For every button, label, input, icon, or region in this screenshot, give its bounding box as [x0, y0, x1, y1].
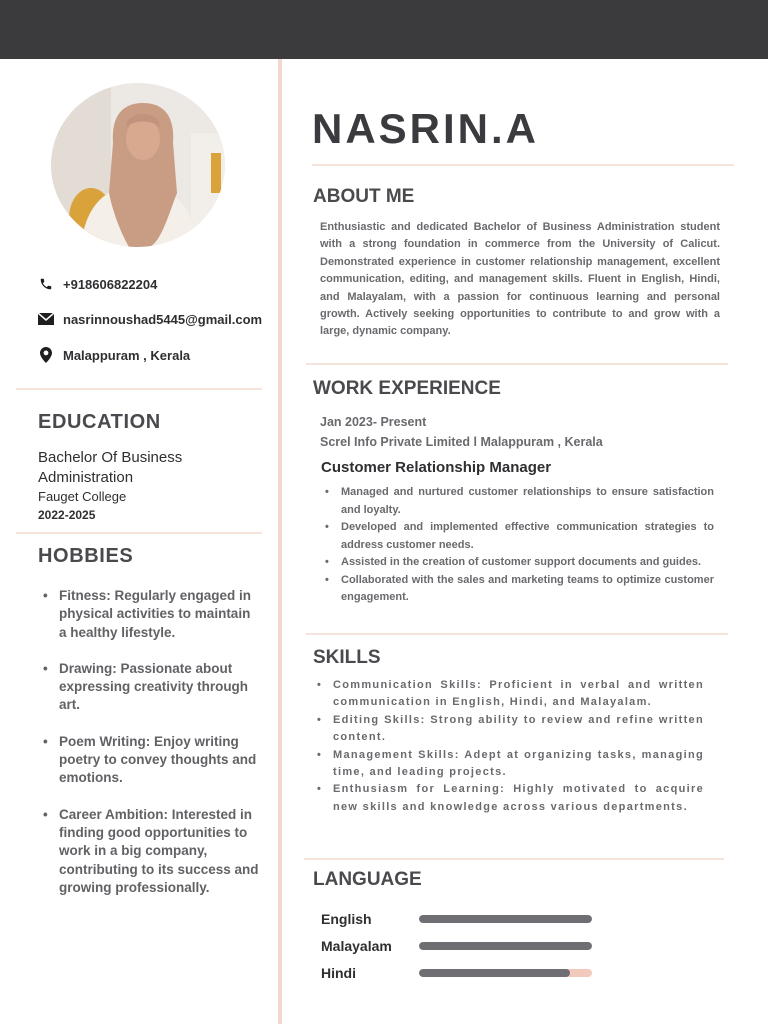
hobbies-heading: HOBBIES: [38, 545, 134, 567]
candidate-name: NASRIN.A: [312, 105, 540, 152]
divider: [304, 858, 724, 860]
language-name: Hindi: [321, 965, 356, 981]
education-heading: EDUCATION: [38, 411, 161, 433]
job-bullet: • Developed and implemented effective communication strategies to address customer needs.: [322, 519, 714, 554]
contact-phone: [38, 276, 157, 292]
hobby-item: • Fitness: Regularly engaged in physical activities to maintain a healthy lifestyle.: [38, 587, 260, 642]
education-college: Fauget College: [38, 489, 127, 504]
hobbies-list: [38, 587, 260, 915]
education-degree: Bachelor Of Business Administration: [38, 449, 183, 486]
job-bullet: • Assisted in the creation of customer support documents and guides.: [322, 554, 714, 572]
work-heading: WORK EXPERIENCE: [313, 378, 501, 399]
skills-list: [314, 677, 704, 816]
language-level-fill: [419, 942, 592, 950]
skill-item: • Editing Skills: Strong ability to review and refine written content.: [314, 712, 704, 747]
job-responsibilities: [322, 484, 714, 607]
language-level-bar: [419, 915, 592, 923]
language-level-bar: [419, 969, 592, 977]
language-level-bar: [419, 942, 592, 950]
skill-item: • Enthusiasm for Learning: Highly motivated to acquire new skills and knowledge across various departments.: [314, 781, 704, 816]
language-level-fill: [419, 915, 592, 923]
column-separator: [278, 59, 282, 1024]
divider: [306, 363, 728, 365]
language-row: [321, 911, 592, 927]
skill-item: • Communication Skills: Proficient in verbal and written communication in English, Hindi, and Malayalam.: [314, 677, 704, 712]
divider: [306, 633, 728, 635]
job-bullet: • Managed and nurtured customer relationships to ensure satisfaction and loyalty.: [322, 484, 714, 519]
about-heading: ABOUT ME: [313, 186, 415, 207]
job-company: Screl Info Private Limited l Malappuram , Kerala: [320, 435, 603, 449]
divider: [16, 532, 262, 534]
hobby-item: • Drawing: Passionate about expressing creativity through art.: [38, 660, 260, 715]
envelope-icon: [38, 311, 54, 327]
divider: [312, 164, 734, 166]
language-name: English: [321, 911, 372, 927]
education-years: 2022-2025: [38, 508, 96, 522]
language-row: [321, 965, 592, 981]
language-heading: LANGUAGE: [313, 869, 422, 890]
divider: [16, 388, 262, 390]
language-row: [321, 938, 592, 954]
about-text: Enthusiastic and dedicated Bachelor of Business Administration student with a strong foundation in commerce from the University of Calicut. Demonstrated experience in customer relationship management, excellent communication, editing, and management skills. Fluent in English, Hindi, and Malayalam, with a passion for continuous learning and personal growth. Actively seeking opportunities to contribute to and grow with a large, dynamic company.: [320, 221, 720, 338]
location-text: Malappuram , Kerala: [63, 347, 191, 363]
phone-icon: [38, 276, 54, 292]
skill-item: • Management Skills: Adept at organizing tasks, managing time, and leading projects.: [314, 747, 704, 782]
language-name: Malayalam: [321, 938, 392, 954]
contact-email: [38, 311, 262, 327]
phone-text: +918606822204: [63, 276, 158, 292]
map-pin-icon: [38, 347, 54, 363]
profile-photo: [51, 83, 225, 247]
job-bullet: • Collaborated with the sales and marketing teams to optimize customer engagement.: [322, 572, 714, 607]
job-date: Jan 2023- Present: [320, 415, 427, 429]
hobby-item: • Career Ambition: Interested in finding good opportunities to work in a big company, contributing to its success and growing professionally.: [38, 806, 260, 897]
email-text: nasrinnoushad5445@gmail.com: [63, 311, 263, 327]
top-banner: [0, 0, 768, 59]
job-title: Customer Relationship Manager: [321, 459, 552, 476]
skills-heading: SKILLS: [313, 647, 381, 668]
language-level-fill: [419, 969, 570, 977]
contact-location: [38, 347, 190, 363]
hobby-item: • Poem Writing: Enjoy writing poetry to convey thoughts and emotions.: [38, 733, 260, 788]
